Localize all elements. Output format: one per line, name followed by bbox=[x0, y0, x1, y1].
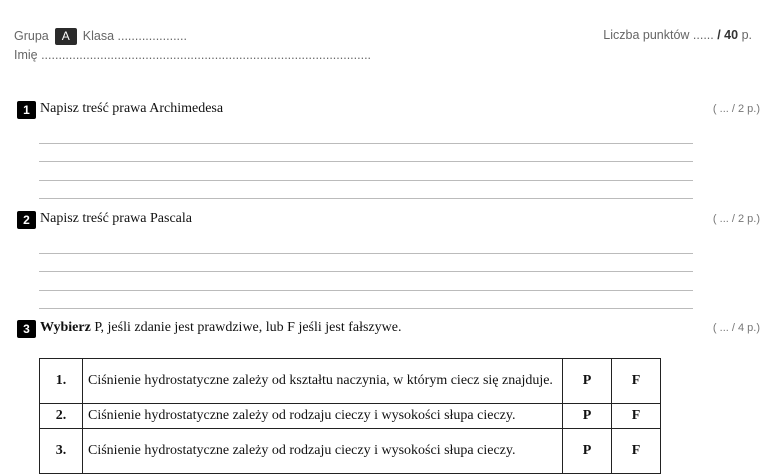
question-2-text: Napisz treść prawa Pascala bbox=[40, 211, 192, 226]
row-number: 1. bbox=[40, 359, 83, 404]
row-number: 3. bbox=[40, 429, 83, 474]
question-3-points: ( ... / 4 p.) bbox=[712, 322, 760, 334]
points-unit: p. bbox=[738, 28, 752, 42]
question-1-text: Napisz treść prawa Archimedesa bbox=[40, 101, 224, 116]
question-3-bold: Wybierz bbox=[40, 320, 91, 335]
false-option[interactable]: F bbox=[612, 404, 661, 429]
answer-line[interactable] bbox=[39, 161, 693, 162]
group-badge: A bbox=[55, 28, 77, 45]
question-3-number: 3 bbox=[17, 320, 36, 338]
answer-line[interactable] bbox=[39, 308, 693, 309]
true-option[interactable]: P bbox=[563, 429, 612, 474]
row-statement: Ciśnienie hydrostatyczne zależy od rodzaju cieczy i wysokości słupa cieczy. bbox=[83, 429, 563, 474]
false-option[interactable]: F bbox=[612, 359, 661, 404]
name-field[interactable]: Imię ............................................................................................... bbox=[14, 48, 372, 62]
answer-line[interactable] bbox=[39, 253, 693, 254]
question-2-points: ( ... / 2 p.) bbox=[712, 213, 760, 225]
row-statement: Ciśnienie hydrostatyczne zależy od kształtu naczynia, w którym ciecz się znajduje. bbox=[83, 359, 563, 404]
table-row bbox=[40, 359, 661, 404]
points-label: Liczba punktów ...... bbox=[603, 28, 718, 42]
question-3-text bbox=[40, 320, 401, 336]
question-1-points: ( ... / 2 p.) bbox=[712, 103, 760, 115]
true-option[interactable]: P bbox=[563, 404, 612, 429]
points-total: / 40 bbox=[717, 28, 739, 42]
true-option[interactable]: P bbox=[563, 359, 612, 404]
table-row bbox=[40, 404, 661, 429]
true-false-table bbox=[39, 358, 661, 474]
answer-line[interactable] bbox=[39, 180, 693, 181]
row-statement: Ciśnienie hydrostatyczne zależy od rodzaju cieczy i wysokości słupa cieczy. bbox=[83, 404, 563, 429]
answer-line[interactable] bbox=[39, 290, 693, 291]
question-3-rest: P, jeśli zdanie jest prawdziwe, lub F jeśli jest fałszywe. bbox=[90, 320, 402, 335]
question-2-number: 2 bbox=[17, 211, 36, 229]
answer-line[interactable] bbox=[39, 198, 693, 199]
table-row bbox=[40, 429, 661, 474]
question-1-number: 1 bbox=[17, 101, 36, 119]
group-line bbox=[14, 28, 187, 45]
answer-line[interactable] bbox=[39, 143, 693, 144]
class-field[interactable]: Klasa .................... bbox=[82, 29, 187, 43]
answer-line[interactable] bbox=[39, 271, 693, 272]
points-summary bbox=[603, 28, 752, 42]
group-label: Grupa bbox=[14, 29, 49, 43]
false-option[interactable]: F bbox=[612, 429, 661, 474]
row-number: 2. bbox=[40, 404, 83, 429]
